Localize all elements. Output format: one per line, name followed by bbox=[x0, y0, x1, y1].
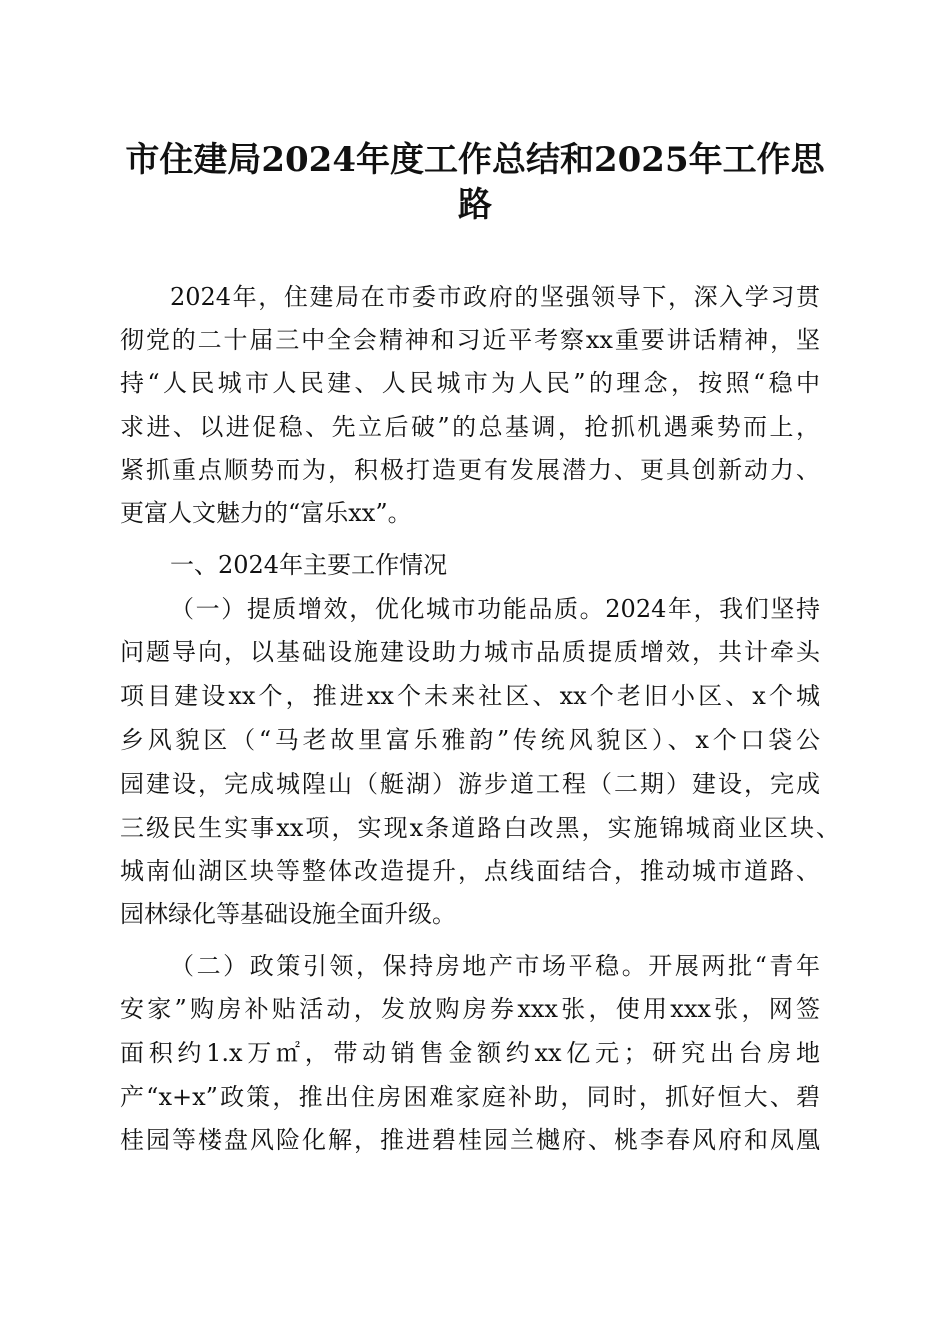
text-line: 面积约1.x万㎡，带动销售金额约xx亿元；研究出台房地 bbox=[120, 1039, 820, 1067]
text-line: 安家”购房补贴活动，发放购房券xxx张，使用xxx张，网签 bbox=[120, 995, 820, 1023]
section-heading: 一、2024年主要工作情况 bbox=[170, 551, 448, 579]
text-line: 项目建设xx个，推进xx个未来社区、xx个老旧小区、x个城 bbox=[120, 682, 820, 710]
text-line: 紧抓重点顺势而为，积极打造更有发展潜力、更具创新动力、 bbox=[120, 456, 820, 484]
text-line: 乡风貌区（“马老故里富乐雅韵”传统风貌区）、x个口袋公 bbox=[120, 726, 820, 754]
text-line: 求进、以进促稳、先立后破”的总基调，抢抓机遇乘势而上， bbox=[120, 413, 820, 441]
text-line: 问题导向，以基础设施建设助力城市品质提质增效，共计牵头 bbox=[120, 638, 820, 666]
text-line: 园林绿化等基础设施全面升级。 bbox=[120, 900, 456, 928]
text-line: 持“人民城市人民建、人民城市为人民”的理念，按照“稳中 bbox=[120, 369, 820, 397]
text-line: 彻党的二十届三中全会精神和习近平考察xx重要讲话精神，坚 bbox=[120, 326, 820, 354]
text-line: 2024年，住建局在市委市政府的坚强领导下，深入学习贯 bbox=[170, 283, 820, 311]
text-line: 园建设，完成城隍山（艇湖）游步道工程（二期）建设，完成 bbox=[120, 770, 820, 798]
text-line: 城南仙湖区块等整体改造提升，点线面结合，推动城市道路、 bbox=[120, 857, 820, 885]
text-line: 三级民生实事xx项，实现x条道路白改黑，实施锦城商业区块、 bbox=[120, 814, 840, 842]
document-title-line-2: 路 bbox=[458, 185, 492, 225]
text-line: 产“x+x”政策，推出住房困难家庭补助，同时，抓好恒大、碧 bbox=[120, 1083, 820, 1111]
text-line: 更富人文魅力的“富乐xx”。 bbox=[120, 499, 412, 527]
text-line: （一）提质增效，优化城市功能品质。2024年，我们坚持 bbox=[170, 595, 820, 623]
text-line: （二）政策引领，保持房地产市场平稳。开展两批“青年 bbox=[170, 952, 820, 980]
text-line: 桂园等楼盘风险化解，推进碧桂园兰樾府、桃李春风府和凤凰 bbox=[120, 1126, 820, 1154]
document-title-line-1: 市住建局2024年度工作总结和2025年工作思 bbox=[125, 140, 825, 180]
